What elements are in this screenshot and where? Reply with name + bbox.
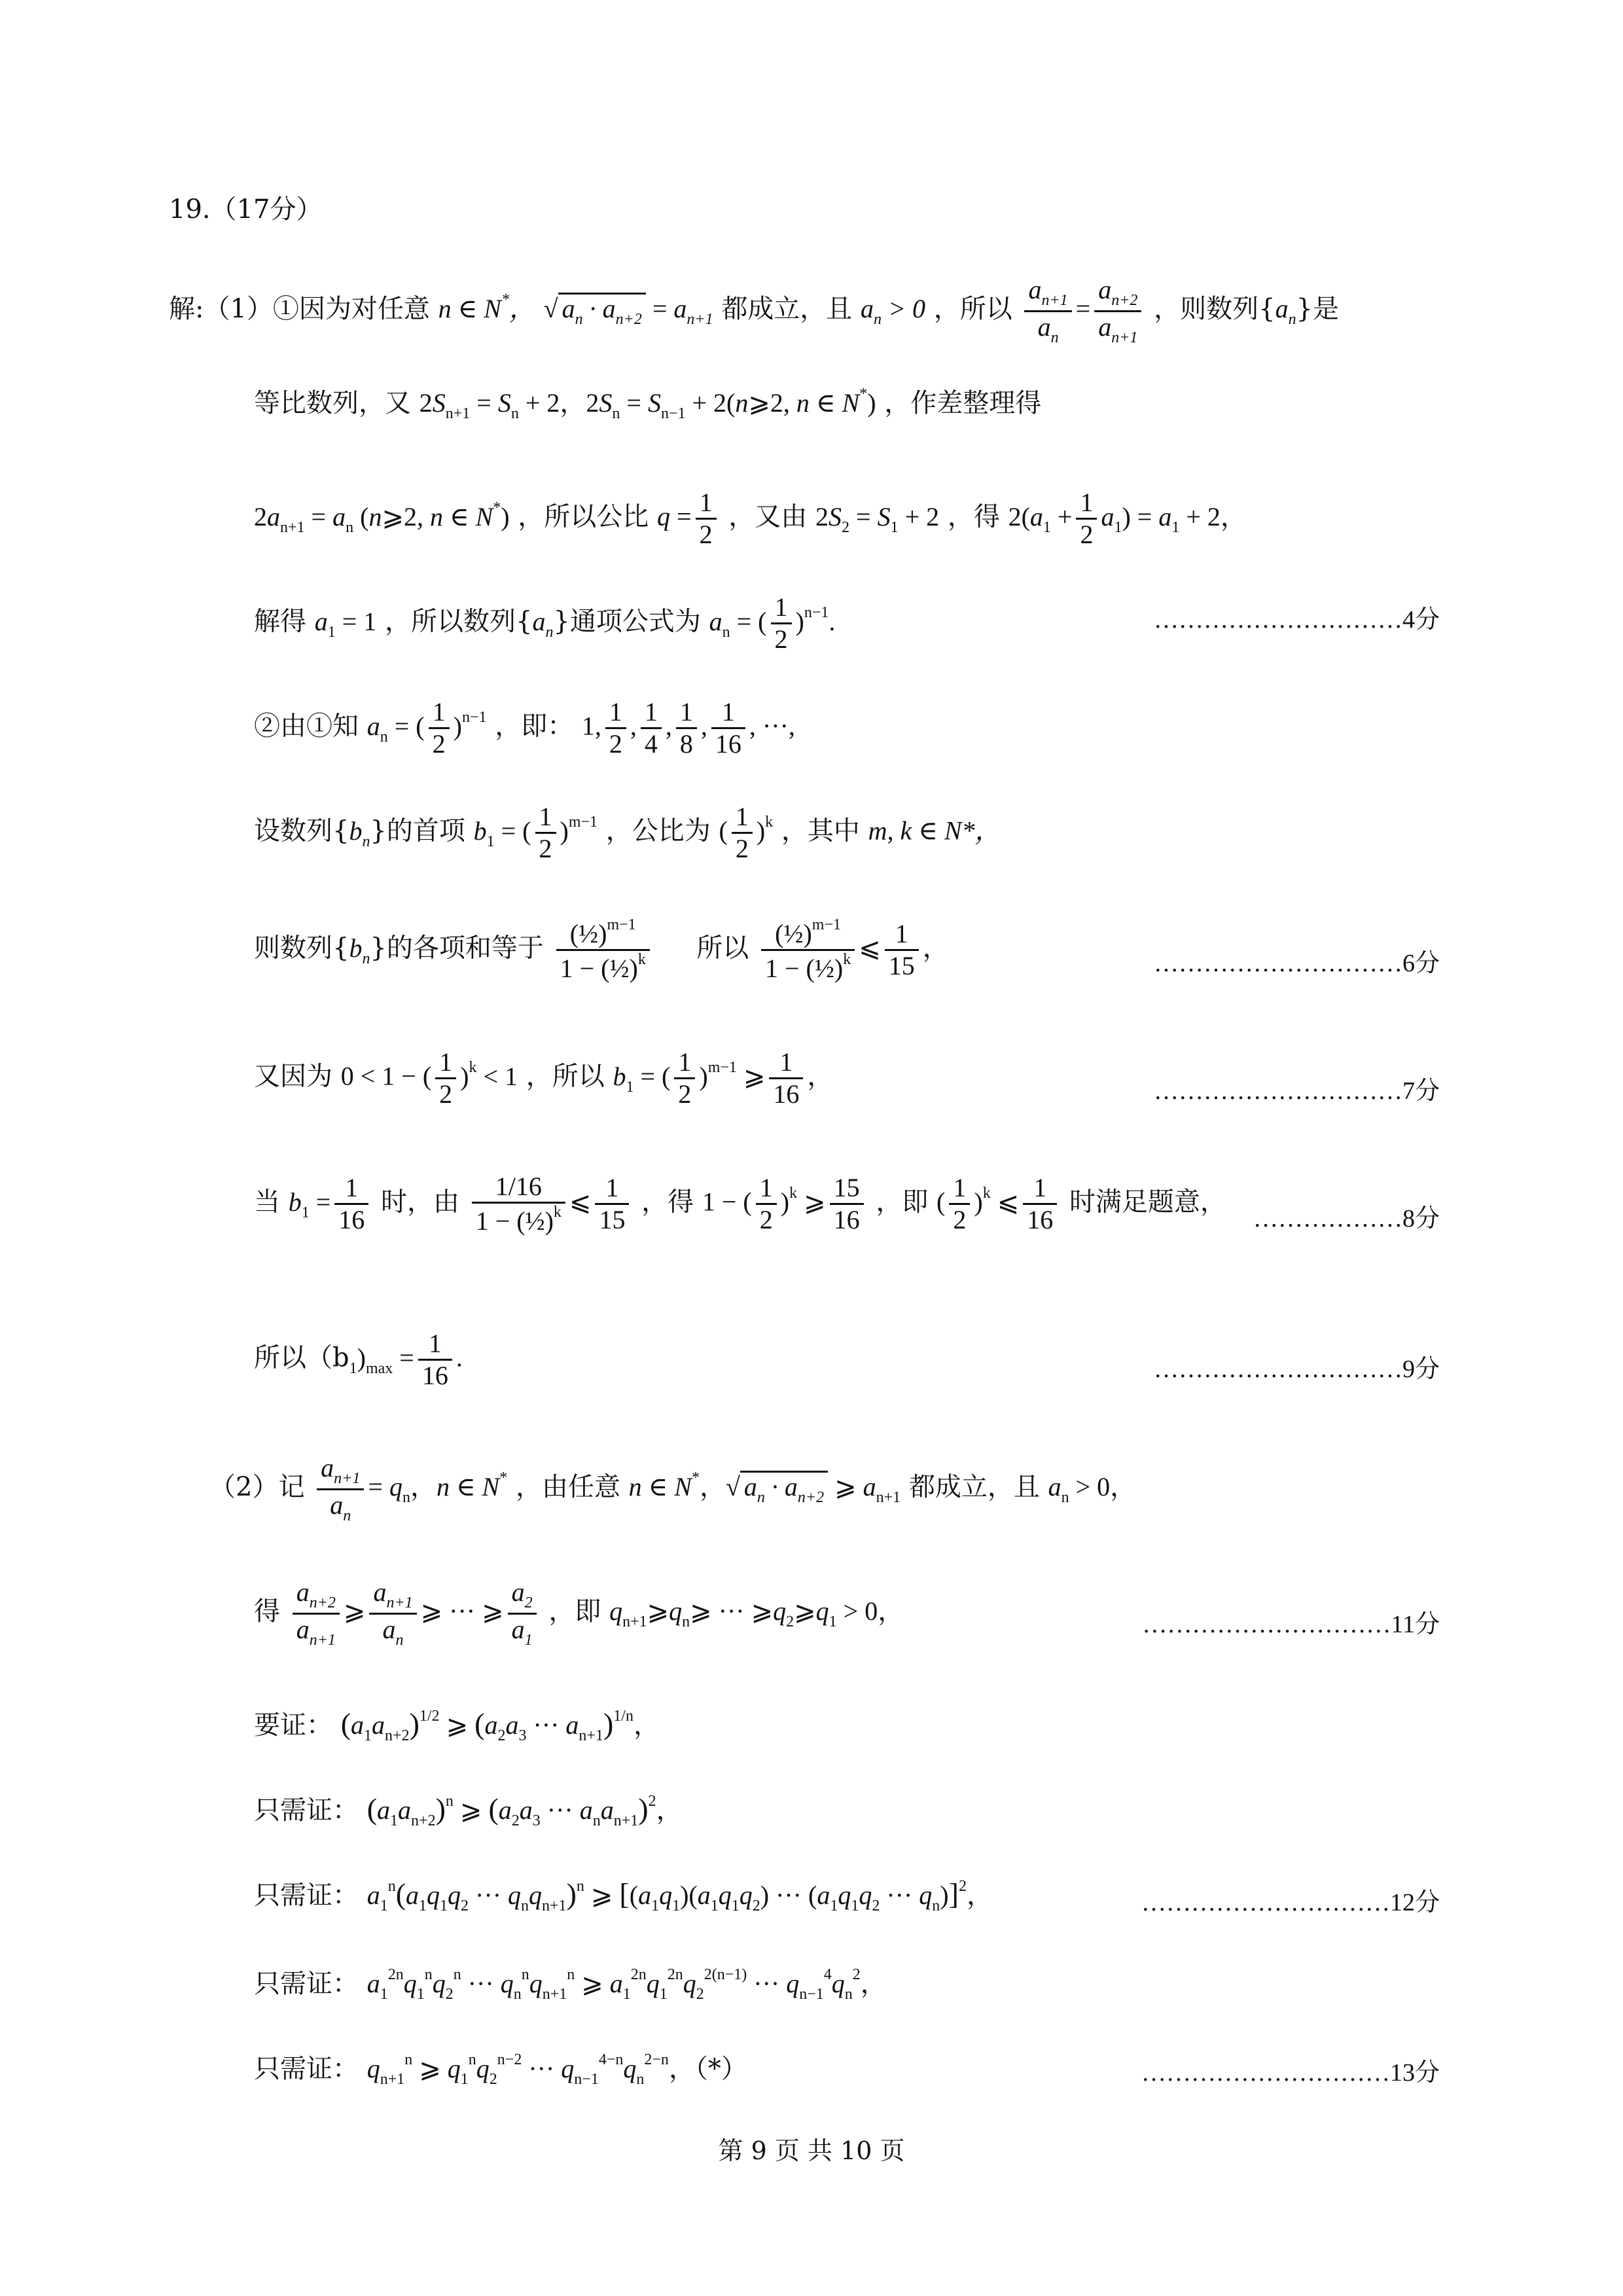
part2-line2: 得 $\frac{a_{n+2}}{a_{n+1}}$ ⩾ $\frac{a_{n+1}}{a_n}$ ⩾ ··· ⩾ $\frac{a_2}{a_1}$ ，即 $q_{n+1}⩾q_n⩾$ ··· $⩾q_2⩾q_1 > 0$， [254, 1577, 904, 1649]
text-where: ，其中 [781, 816, 860, 846]
part1-line1: 解:（1）①因为对任意 n ∈ N*， √ $a_n \cdot a_{n+2} = a_{n+1}$ 都成立，且 $a_n > 0$ ，所以 $\frac{a_{n+1}}{a_n}$ = $\frac{a_{n+2}}{a_{n+1}}$ ，则数列$\{a_n\}$是 [169, 275, 1340, 346]
text-need-4: 只需证： [254, 2054, 359, 2084]
text-need-3: 只需证： [254, 1969, 359, 1999]
text-ratio: ，所以公比 [518, 501, 649, 532]
text-allhold2: 都成立，且 [908, 1472, 1040, 1503]
text-solve: 解得 [254, 606, 306, 637]
score-12: …………………………12分 [1141, 1889, 1440, 1916]
text-mk: m, k ∈ N*， [868, 816, 1001, 846]
text-star: ，（*） [668, 2054, 747, 2084]
math-n-in-N: n ∈ N*， [438, 291, 535, 324]
frac-ratio-2: $\frac{a_{n+2}}{a_{n+1}}$ [1094, 275, 1141, 347]
part2-line4: 只需证： $(a_1a_{n+2})^n$ ⩾ ($a_2a_3$ ··· $a_na_{n+1})^2$， [254, 1792, 683, 1829]
part1-line9: 当 $b_1$ = $\frac{1}{16}$ 时，由 $\frac{1/16}{1 - (\frac{1}{2})^k}$ ⩽ $\frac{1}{15}$ ，得 1 − ( $\frac{1}{2}$ )$^k$ ⩾ $\frac{15}{16}$ ，即 ( $\frac{1}{2}$ )$^k$ ⩽ $\frac{1}{16}$ 时满足题意， [254, 1172, 1226, 1236]
math-an-positive: $a_n > 0$ [861, 294, 926, 329]
part1-line5: ②由①知 $a_n$ = ( $\frac{1}{2}$ )$^{n-1}$ ，即： 1, $\frac{1}{2}$ , $\frac{1}{4}$ , $\frac{1}{8}$ , $\frac{1}{16}$ , ···, [254, 697, 795, 759]
text-general: }通项公式为 [553, 606, 701, 637]
text-because: 又因为 [254, 1061, 332, 1092]
text-geo: 等比数列，又 [254, 388, 411, 418]
text-is: }是 [1296, 294, 1340, 325]
text-allhold: 都成立，且 [721, 294, 853, 325]
text-sum2: }的各项和等于 [370, 933, 544, 963]
text-ie: ，即： [495, 711, 574, 742]
text-ie2: ，即 [876, 1187, 929, 1217]
text-get2: ，得 [641, 1187, 694, 1217]
text-sum: 则数列{ [254, 933, 349, 963]
text-q: ，公比为 [605, 816, 711, 846]
score-13: …………………………13分 [1141, 2059, 1440, 2087]
text-so3: ，所以 [526, 1061, 605, 1092]
part1-line6: 设数列$\{b_n\}$的首项 $b_1$ = ( $\frac{1}{2}$ )$^{m-1}$ ，公比为 ( $\frac{1}{2}$ )$^k$ ，其中 m, k ∈ N*， [254, 802, 1001, 863]
part1-line4: 解得 $a_1 = 1$ ，所以数列$\{a_n\}$通项公式为 $a_n$ = ( $\frac{1}{2}$ )$^{n-1}$. [254, 592, 836, 654]
text-get3: 得 [254, 1596, 280, 1627]
part2-line5: 只需证： $a_1^n(a_1q_1q_2$ ··· $q_nq_{n+1})^n$ ⩾ [$(a_1q_1)(a_1q_1q_2)$ ··· ($a_1q_1q_2$ ··· $q_n)]^2$， [254, 1877, 993, 1914]
score-7: …………………………7分 [1153, 1077, 1440, 1105]
text-when: 当 [254, 1187, 280, 1217]
text-circ2: ②由①知 [254, 711, 359, 742]
text-so-seq: ，所以数列{ [385, 606, 533, 637]
part1-line8: 又因为 0 < 1 − ( $\frac{1}{2}$ )$^k$ < 1 ，所以 $b_1$ = ( $\frac{1}{2}$ )$^{m-1}$ ⩾ $\frac{1}{16}$ ， [254, 1047, 834, 1109]
score-6: …………………………6分 [1153, 950, 1440, 977]
part1-line7: 则数列$\{b_n\}$的各项和等于 $\frac{(\frac{1}{2})^{m-1}}{1 - (\frac{1}{2})^k}$ 所以 $\frac{(\frac{1}{2})^{m-1}}{1 - (\frac{1}{2})^k}$ ⩽ $\frac{1}{15}$ ， [254, 916, 949, 983]
text-first: }的首项 [370, 816, 465, 846]
text-from: ，由任意 [515, 1472, 620, 1503]
text-so: ，所以 [933, 294, 1012, 325]
text-then: ，则数列{ [1154, 294, 1275, 325]
text-so2: 所以 [696, 933, 749, 963]
score-8: ………………8分 [1253, 1205, 1440, 1232]
part1-line10: 所以$(b_1)_{max}$ = $\frac{1}{16}$ . [254, 1329, 463, 1390]
part1-line2: 等比数列，又 $2S_{n+1} = S_n + 2$，$2S_n = S_{n-1}$ + 2(n⩾2, n ∈ N*) ，作差整理得 [254, 386, 1042, 422]
text-ie3: ，即 [548, 1596, 601, 1627]
text-note: （2）记 [209, 1472, 305, 1503]
frac-ratio-1: $\frac{a_{n+1}}{a_n}$ [1024, 275, 1071, 347]
text-also: ，又由 [728, 501, 808, 532]
score-9: …………………………9分 [1153, 1355, 1440, 1383]
problem-header: 19.（17分） [169, 194, 323, 224]
text-when2: 时，由 [381, 1187, 459, 1217]
frac-half: $\frac{1}{2}$ [696, 488, 717, 550]
text-intro: 解:（1）①因为对任意 [169, 294, 430, 325]
part2-line7: 只需证： $q_{n+1}^n$ ⩾ $q_1^nq_2^{n-2}$ ··· $q_{n-1}^{4-n}q_n^{2-n}$，（*） [254, 2051, 747, 2088]
part2-line3: 要证： $(a_1a_{n+2})^{1/2}$ ⩾ ($a_2a_3$ ··· $a_{n+1})^{1/n}$， [254, 1707, 660, 1744]
text-satisfy: 时满足题意， [1069, 1187, 1226, 1217]
text-need-2: 只需证： [254, 1880, 359, 1910]
text-prove: 要证： [254, 1710, 332, 1740]
text-need-1: 只需证： [254, 1795, 359, 1825]
page-footer: 第 9 页 共 10 页 [718, 2136, 905, 2165]
frac-sum: $\frac{(\frac{1}{2})^{m-1}}{1 - (\frac{1}{2})^k}$ [556, 916, 650, 984]
text-max: 所以（b [254, 1342, 349, 1373]
math-sqrt: √ $a_n \cdot a_{n+2} = a_{n+1}$ [543, 294, 713, 329]
text-diff: ，作差整理得 [884, 388, 1042, 418]
text-set: 设数列{ [254, 816, 349, 846]
part2-line6: 只需证： $a_1^{2n}q_1^nq_2^n$ ··· $q_n^nq_{n+1}^n$ ⩾ $a_1^{2n}q_1^{2n}q_2^{2(n-1)}$ ··· $q_{n-1}^4q_n^2$， [254, 1966, 887, 2003]
score-4: …………………………4分 [1153, 606, 1440, 634]
part1-line3: $2a_{n+1} = a_n$ (n⩾2, n ∈ N*) ，所以公比 q = $\frac{1}{2}$ ，又由 $2S_2 = S_1 + 2$ ，得 $2(a_1$ + $\frac{1}{2}$ $a_1) = a_1 + 2$， [254, 488, 1247, 549]
score-11: …………………………11分 [1142, 1611, 1440, 1638]
text-get: ，得 [947, 501, 1000, 532]
part2-line1: （2）记 $\frac{a_{n+1}}{a_n}$ = $q_n$，n ∈ N* ，由任意 n ∈ N*，√ $a_n \cdot a_{n+2}$ ⩾ $a_{n+1}$ 都成立，且 $a_n > 0$， [209, 1453, 1137, 1524]
